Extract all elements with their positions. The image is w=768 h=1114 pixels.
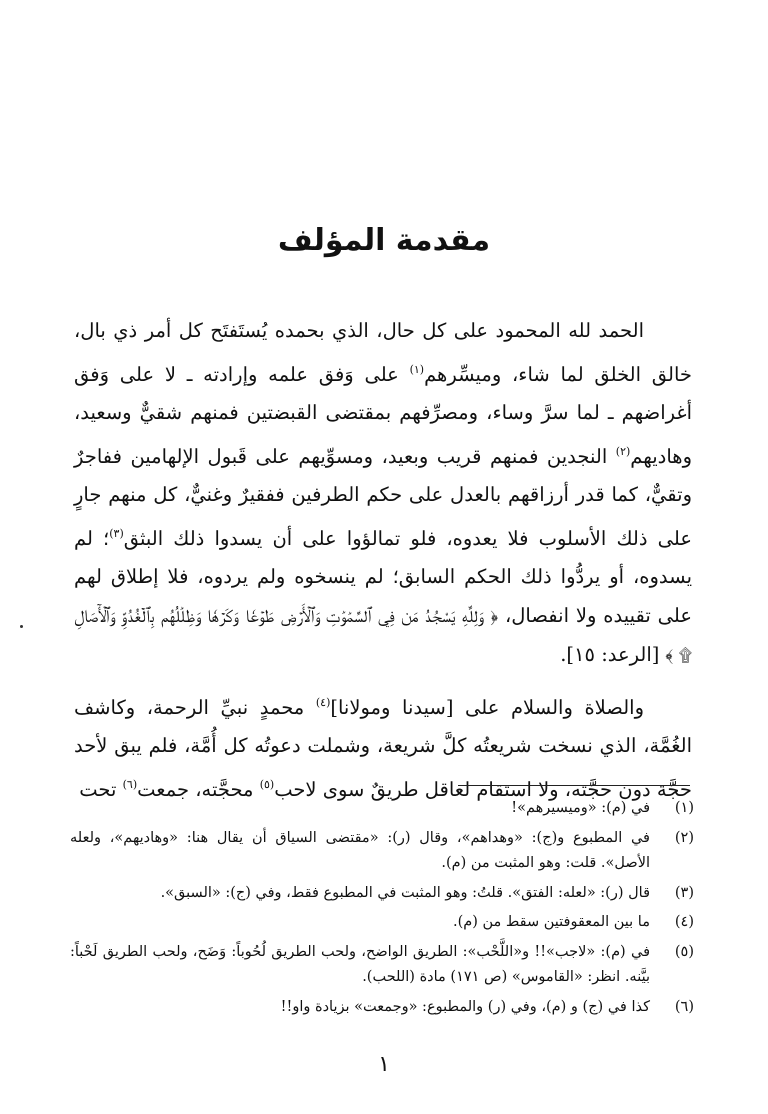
quran-verse: ﴿ وَلِلَّهِ يَسْجُدُ مَن فِي ٱلسَّمَٰوَٰتِ وَٱلۡأَرۡضِ طَوۡعٗا وَكَرۡهٗا وَظِلَٰلُهُم بِٱلۡغُدُوِّ وَٱلۡأٓصَالِ ۩ ﴾	[74, 606, 692, 666]
paragraph-praise	[74, 312, 692, 676]
footnote-text: كذا في (ج) و (م)، وفي (ر) والمطبوع: «وجمعت» بزيادة واو!!	[280, 998, 650, 1015]
footnote-item	[70, 910, 694, 936]
page-title: مقدمة المؤلف	[277, 223, 491, 258]
footnote-text: قال (ر): «لعله: الفتق». قلتُ: وهو المثبت في المطبوع فقط، وفي (ج): «السبق».	[160, 884, 650, 901]
footnote-text: في (م): «لاجب»!! و«اللَّحْب»: الطريق الواضح، ولحب الطريق لُحُوباً: وَضَح، ولحب الطريق لَحْباً: بيَّنه. انظر: «القاموس» (ص ١٧١) مادة (اللحب).	[70, 943, 650, 985]
footnote-text: ما بين المعقوفتين سقط من (م).	[452, 914, 650, 930]
footnote-marker: (١)	[409, 362, 425, 376]
footnote-divider	[458, 785, 690, 786]
footnote-number: (٥)	[674, 943, 694, 960]
footnote-marker: (٥)	[259, 777, 275, 791]
paragraph-text: النجدين فمنهم قريب وبعيد، ومسوِّيهم على قَبول الإلهامين ففاجرٌ وتقيٌّ، كما قدر أرزاقهم بالعدل على حكم الطرفين ففقيرٌ وغنيٌّ، كل منهم جارٍ على ذلك الأسلوب فلا يعدوه، فلو تمالؤوا على أن يسدوا ذلك البثق	[74, 444, 692, 550]
footnote-item	[70, 940, 694, 991]
paragraph-text: والصلاة والسلام على [سيدنا ومولانا]	[330, 695, 644, 719]
scan-speck	[20, 625, 23, 628]
verse-reference: [الرعد: ١٥].	[560, 643, 660, 666]
footnote-item	[70, 881, 694, 907]
footnote-number: (١)	[674, 800, 694, 816]
paragraph-text: محجَّته، جمعت	[137, 777, 260, 801]
footnote-item	[70, 826, 694, 877]
footnotes-section	[70, 796, 694, 1024]
footnote-marker: (٢)	[615, 444, 631, 458]
paragraph-text: محمدٍ نبيِّ الرحمة، وكاشف الغُمَّة، الذي نسخت شريعتُه كلَّ شريعة، وشملت دعوتُه كل أُمَّة، فلم يبق لأحد حجَّة دون حجَّته، ولا استقام لعاقل طريقٌ سوى لاحب	[74, 695, 692, 801]
footnote-marker: (٦)	[122, 777, 138, 791]
footnote-item	[70, 995, 694, 1021]
footnote-number: (٣)	[674, 884, 694, 901]
footnote-text: في المطبوع و(ج): «وهداهم»، وقال (ر): «مقتضى السياق أن يقال هنا: «وهاديهم»، ولعله الأصل». قلت: وهو المثبت من (م).	[70, 829, 650, 871]
introduction-body	[74, 312, 692, 809]
paragraph-text: الحمد لله المحمود على كل حال، الذي بحمده يُستَفتَح كل أمر ذي بال، خالق الخلق لما شاء، وميسِّرهم	[74, 319, 692, 386]
footnote-text: في (م): «وميسيرهم»!	[511, 800, 650, 816]
paragraph-text: ؛ لم يسدوه، أو يردُّوا ذلك الحكم السابق؛ لم ينسخوه ولم يردوه، فلا إطلاق لهم على تقييده ولا انفصال،	[74, 526, 692, 627]
footnote-number: (٢)	[674, 829, 694, 846]
paragraph-text: تحت	[79, 777, 123, 801]
footnote-marker: (٤)	[315, 695, 331, 709]
paragraph-text: على وَفق علمه وإرادته ـ لا على وَفق أغراضهم ـ لما سرَّ وساء، ومصرِّفهم بمقتضى القبضتين فمنهم شقيٌّ وسعيد، وهاديهم	[74, 362, 692, 468]
footnote-number: (٤)	[674, 914, 694, 930]
page-number: ١	[378, 1052, 390, 1077]
footnote-number: (٦)	[674, 998, 694, 1015]
footnote-item	[70, 796, 694, 822]
footnote-marker: (٣)	[109, 526, 124, 540]
paragraph-salutation	[74, 684, 692, 810]
